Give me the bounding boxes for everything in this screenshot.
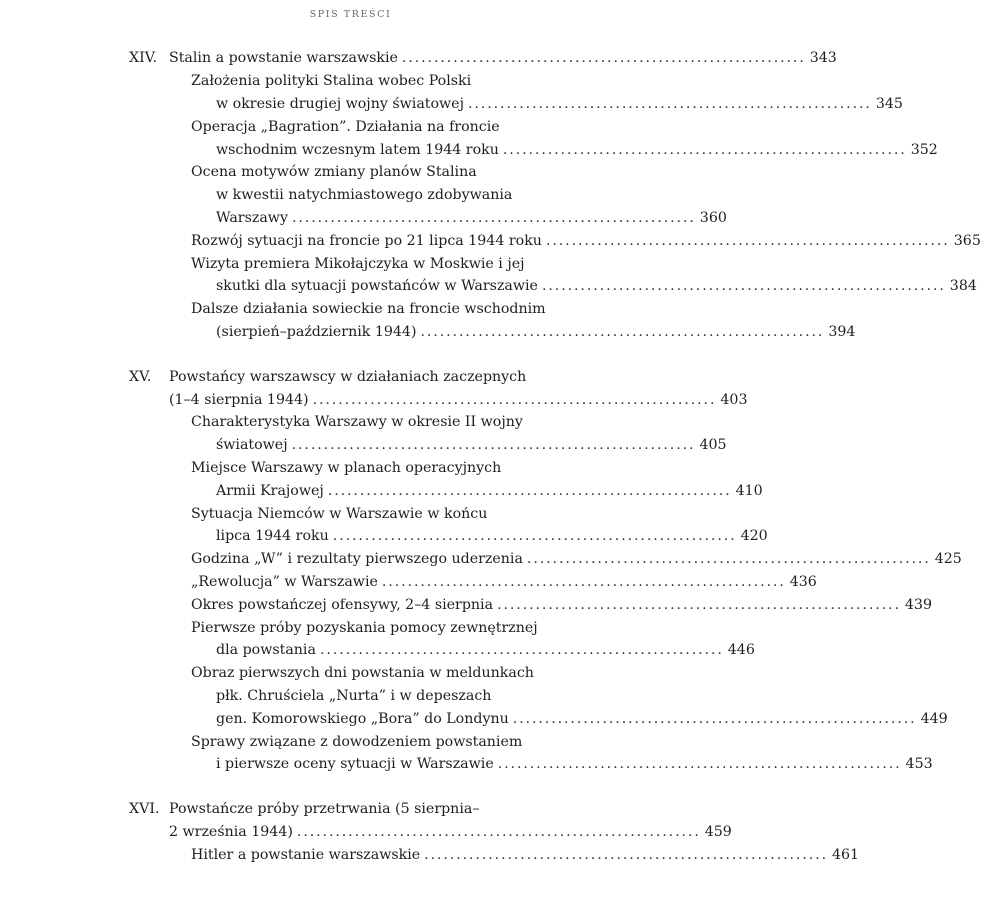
toc-entry-line xyxy=(191,571,817,593)
dot-leader: ............................................................... xyxy=(381,574,786,590)
toc-entry-text: skutki dla sytuacji powstańców w Warszawie xyxy=(216,278,538,294)
page-number: 394 xyxy=(828,324,856,340)
toc-entry-text: „Rewolucja” w Warszawie xyxy=(191,574,378,590)
page-number: 453 xyxy=(905,756,933,772)
dot-leader: ............................................................... xyxy=(291,210,696,226)
page-number: 459 xyxy=(704,824,732,840)
page-number: 345 xyxy=(875,96,903,112)
toc-entry-text: Pierwsze próby pozyskania pomocy zewnętrznej xyxy=(191,620,538,636)
toc-entry-line xyxy=(216,139,938,161)
dot-leader: ............................................................... xyxy=(312,392,717,408)
toc-entry-line xyxy=(216,480,763,502)
toc-entry-line xyxy=(216,525,768,547)
dot-leader: ............................................................... xyxy=(332,528,737,544)
toc-entry-text: płk. Chruściela „Nurta” i w depeszach xyxy=(216,688,492,704)
toc-entry-text: dla powstania xyxy=(216,642,316,658)
dot-leader: ............................................................... xyxy=(502,142,907,158)
toc-entry-text: światowej xyxy=(216,437,288,453)
chapter-number: XV. xyxy=(129,369,152,385)
toc-entry-line xyxy=(216,708,948,730)
toc-entry-line xyxy=(216,275,977,297)
toc-entry-line xyxy=(191,662,607,684)
toc-entry-text: Powstańcy warszawscy w działaniach zaczepnych xyxy=(169,369,527,385)
toc-entry-text: Powstańcze próby przetrwania (5 sierpnia– xyxy=(169,801,480,817)
chapter-number: XVI. xyxy=(129,801,160,817)
dot-leader: ............................................................... xyxy=(319,642,724,658)
toc-entry-line xyxy=(191,161,607,183)
dot-leader: ............................................................... xyxy=(512,711,917,727)
dot-leader: ............................................................... xyxy=(424,847,828,863)
page-number: 446 xyxy=(727,642,755,658)
dot-leader: ............................................................... xyxy=(545,233,950,249)
toc-entry-text: Rozwój sytuacji na froncie po 21 lipca 1944 roku xyxy=(191,233,542,249)
running-header: SPIS TREŚCI xyxy=(309,9,392,20)
toc-entry-text: i pierwsze oceny sytuacji w Warszawie xyxy=(216,756,494,772)
toc-entry-text: Ocena motywów zmiany planów Stalina xyxy=(191,164,477,180)
toc-entry-line xyxy=(191,298,607,320)
toc-entry-line xyxy=(191,457,607,479)
page-number: 403 xyxy=(720,392,748,408)
dot-leader: ............................................................... xyxy=(467,96,872,112)
toc-entry-line xyxy=(216,207,727,229)
toc-entry-text: Miejsce Warszawy w planach operacyjnych xyxy=(191,460,502,476)
dot-leader: ............................................................... xyxy=(541,278,946,294)
chapter-number: XIV. xyxy=(129,50,157,66)
toc-entry-text: 2 września 1944) xyxy=(169,824,293,840)
toc-entry-line xyxy=(169,821,732,843)
toc-entry-text: Obraz pierwszych dni powstania w meldunkach xyxy=(191,665,534,681)
page-number: 436 xyxy=(789,574,817,590)
toc-entry-text: lipca 1944 roku xyxy=(216,528,329,544)
dot-leader: ............................................................... xyxy=(296,824,701,840)
toc-entry-text: Operacja „Bagration”. Działania na froncie xyxy=(191,119,500,135)
page-number: 352 xyxy=(910,142,938,158)
page-number: 420 xyxy=(740,528,768,544)
toc-entry-line xyxy=(191,731,607,753)
toc-entry-line xyxy=(216,685,607,707)
page-number: 343 xyxy=(809,50,837,66)
toc-entry-text: Założenia polityki Stalina wobec Polski xyxy=(191,73,472,89)
toc-entry-text: Dalsze działania sowieckie na froncie wschodnim xyxy=(191,301,546,317)
toc-entry-line xyxy=(191,116,607,138)
toc-entry-line xyxy=(216,639,755,661)
toc-entry-text: Armii Krajowej xyxy=(216,483,324,499)
toc-entry-text: wschodnim wczesnym latem 1944 roku xyxy=(216,142,499,158)
toc-entry-line xyxy=(191,548,962,570)
dot-leader: ............................................................... xyxy=(420,324,825,340)
toc-entry-text: (1–4 sierpnia 1944) xyxy=(169,392,309,408)
page-number: 365 xyxy=(953,233,981,249)
chapter-title-line xyxy=(129,47,837,69)
toc-entry-text: gen. Komorowskiego „Bora” do Londynu xyxy=(216,711,509,727)
page-number: 405 xyxy=(699,437,727,453)
page-number: 384 xyxy=(949,278,977,294)
toc-entry-line xyxy=(169,389,748,411)
toc-entry-text: Godzina „W” i rezultaty pierwszego uderzenia xyxy=(191,551,523,567)
toc-entry-text: Wizyta premiera Mikołajczyka w Moskwie i jej xyxy=(191,256,525,272)
toc-entry-text: Warszawy xyxy=(216,210,288,226)
chapter-title-line xyxy=(129,366,607,388)
dot-leader: ............................................................... xyxy=(526,551,931,567)
dot-leader: ............................................................... xyxy=(291,437,696,453)
page-number: 449 xyxy=(920,711,948,727)
toc-entry-line xyxy=(216,93,903,115)
toc-entry-text: Hitler a powstanie warszawskie xyxy=(191,847,421,863)
toc-entry-line xyxy=(191,617,607,639)
page-number: 461 xyxy=(831,847,860,863)
page-number: 410 xyxy=(735,483,763,499)
toc-entry-text: Sytuacja Niemców w Warszawie w końcu xyxy=(191,506,488,522)
toc-entry-line xyxy=(191,844,860,866)
toc-entry-line xyxy=(191,230,981,252)
dot-leader: ............................................................... xyxy=(497,756,902,772)
toc-entry-line xyxy=(191,253,607,275)
dot-leader: ............................................................... xyxy=(327,483,732,499)
toc-entry-text: w kwestii natychmiastowego zdobywania xyxy=(216,187,513,203)
dot-leader: ............................................................... xyxy=(401,50,806,66)
toc-entry-line xyxy=(216,753,933,775)
page-number: 360 xyxy=(699,210,727,226)
toc-entry-text: Stalin a powstanie warszawskie xyxy=(169,50,398,66)
toc-entry-text: w okresie drugiej wojny światowej xyxy=(216,96,464,112)
toc-entry-text: Charakterystyka Warszawy w okresie II wojny xyxy=(191,414,523,430)
toc-entry-line xyxy=(216,434,727,456)
toc-entry-text: Sprawy związane z dowodzeniem powstaniem xyxy=(191,734,523,750)
page-number: 439 xyxy=(904,597,932,613)
toc-entry-text: Okres powstańczej ofensywy, 2–4 sierpnia xyxy=(191,597,494,613)
toc-entry-line xyxy=(216,184,607,206)
toc-entry-line xyxy=(191,594,932,616)
toc-entry-line xyxy=(191,411,607,433)
page-number: 425 xyxy=(934,551,962,567)
toc-entry-line xyxy=(216,321,856,343)
toc-entry-text: (sierpień–październik 1944) xyxy=(216,324,417,340)
toc-entry-line xyxy=(191,70,607,92)
toc-entry-line xyxy=(191,503,607,525)
chapter-title-line xyxy=(129,798,607,820)
dot-leader: ............................................................... xyxy=(497,597,901,613)
